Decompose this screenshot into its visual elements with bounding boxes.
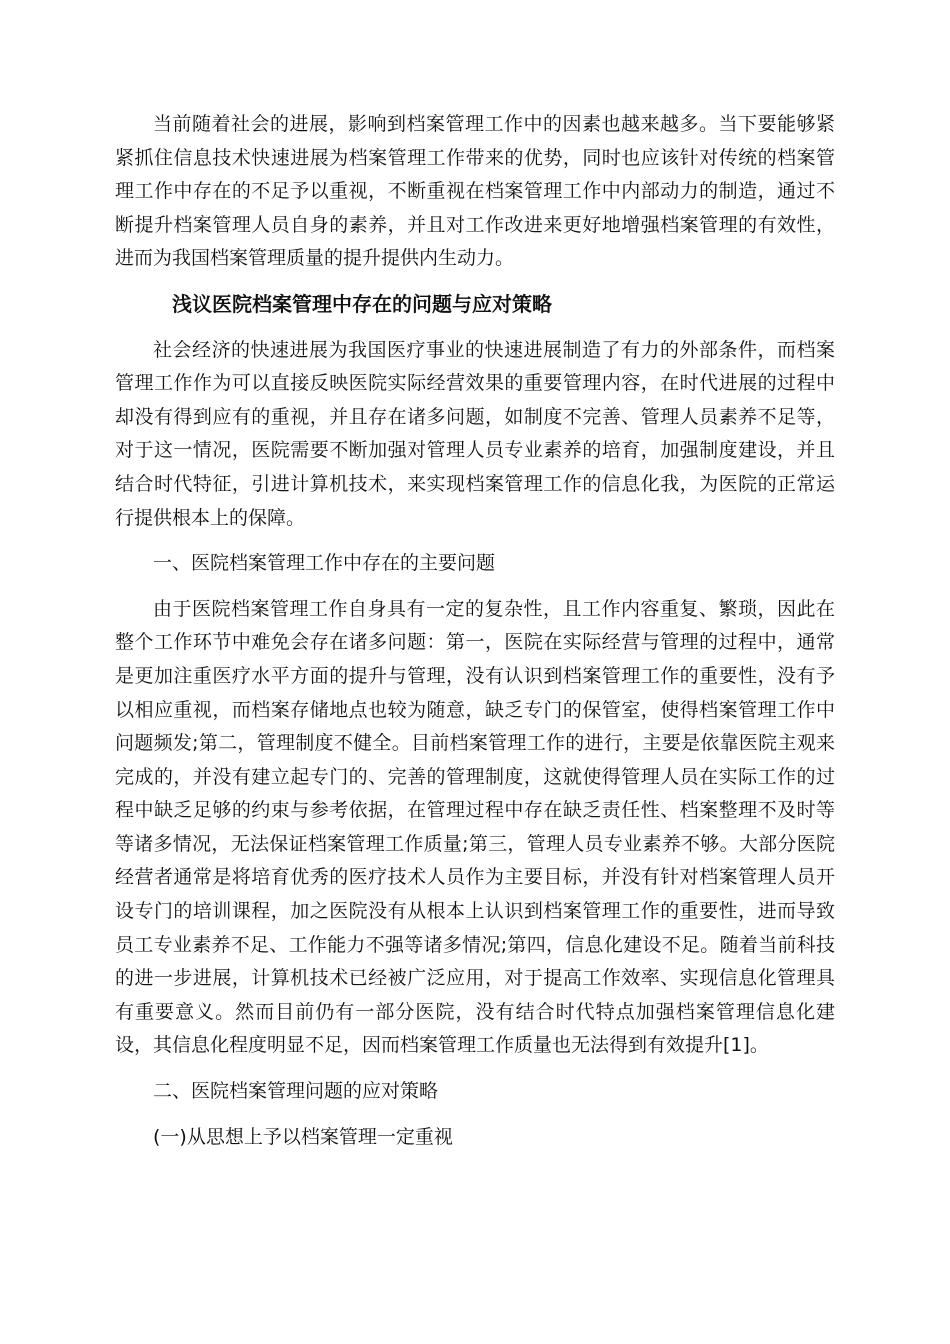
article-title: 浅议医院档案管理中存在的问题与应对策略 xyxy=(172,291,552,316)
abstract-paragraph: 社会经济的快速进展为我国医疗事业的快速进展制造了有力的外部条件，而档案管理工作作为可以直接反映医院实际经营效果的重要管理内容，在时代进展的过程中却没有得到应有的重视，并且存在诸多问题，如制度不完善、管理人员素养不足等，对于这一情况，医院需要不断加强对管理人员专业素养的培育，加强制度建设，并且结合时代特征，引进计算机技术，来实现档案管理工作的信息化我，为医院的正常运行提供根本上的保障。 xyxy=(115,338,835,529)
subsection-1-heading: (一)从思想上予以档案管理一定重视 xyxy=(153,1125,453,1148)
spacer xyxy=(115,535,835,547)
spacer xyxy=(115,1109,835,1121)
spacer xyxy=(115,581,835,593)
intro-paragraph: 当前随着社会的进展，影响到档案管理工作中的因素也越来越多。当下要能够紧紧抓住信息技术快速进展为档案管理工作带来的优势，同时也应该针对传统的档案管理工作中存在的不足予以重视，不断重视在档案管理工作中内部动力的制造，通过不断提升档案管理人员自身的素养，并且对工作改进来更好地增强档案管理的有效性，进而为我国档案管理质量的提升提供内生动力。 xyxy=(115,113,835,270)
document-page xyxy=(115,108,835,1154)
spacer xyxy=(115,1063,835,1075)
section-1-body: 由于医院档案管理工作自身具有一定的复杂性，且工作内容重复、繁琐，因此在整个工作环节中难免会存在诸多问题：第一，医院在实际经营与管理的过程中，通常是更加注重医疗水平方面的提升与管理，没有认识到档案管理工作的重要性，没有予以相应重视，而档案存储地点也较为随意，缺乏专门的保管室，使得档案管理工作中问题频发;第二，管理制度不健全。目前档案管理工作的进行，主要是依靠医院主观来完成的，并没有建立起专门的、完善的管理制度，这就使得管理人员在实际工作的过程中缺乏足够的约束与参考依据，在管理过程中存在缺乏责任性、档案整理不及时等等诸多情况，无法保证档案管理工作质量;第三，管理人员专业素养不够。大部分医院经营者通常是将培育优秀的医疗技术人员作为主要目标，并没有针对档案管理人员开设专门的培训课程，加之医院没有从根本上认识到档案管理工作的重要性，进而导致员工专业素养不足、工作能力不强等诸多情况;第四，信息化建设不足。随着当前科技的进一步进展，计算机技术已经被广泛应用，对于提高工作效率、实现信息化管理具有重要意义。然而目前仍有一部分医院，没有结合时代特点加强档案管理信息化建设，其信息化程度明显不足，因而档案管理工作质量也无法得到有效提升[1]。 xyxy=(115,597,835,1057)
section-2-heading: 二、医院档案管理问题的应对策略 xyxy=(153,1080,439,1103)
section-1-heading: 一、医院档案管理工作中存在的主要问题 xyxy=(153,552,496,575)
